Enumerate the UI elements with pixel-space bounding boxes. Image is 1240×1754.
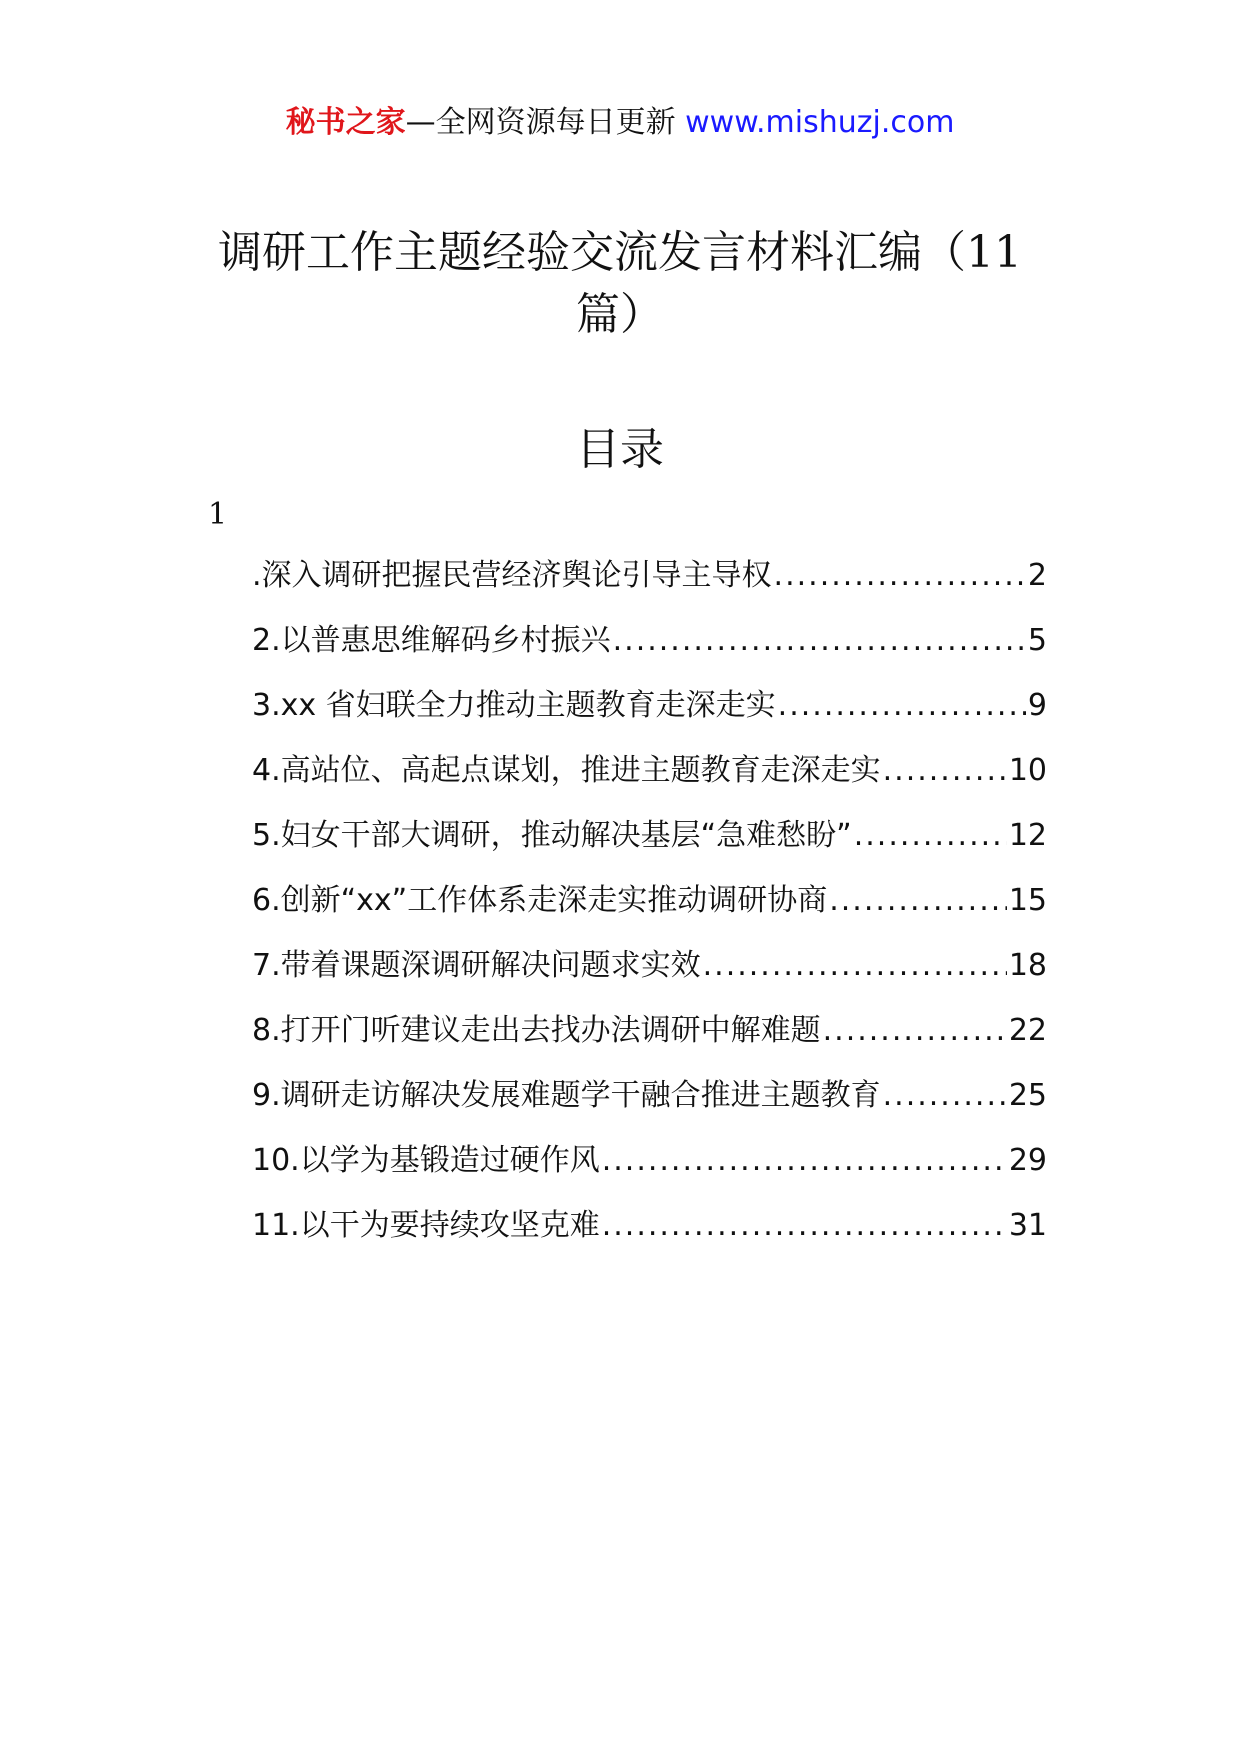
toc-entry[interactable] [252, 1076, 1047, 1141]
toc-dot-leader [883, 1076, 1007, 1116]
toc-entry-label: 4.高站位、高起点谋划，推进主题教育走深走实 [252, 753, 881, 788]
toc-entry-page: 22 [1008, 1013, 1047, 1048]
toc-heading: 目录 [576, 424, 664, 475]
header-tagline: —全网资源每日更新 [405, 105, 676, 140]
toc-entry[interactable] [252, 946, 1047, 1011]
toc-entry-label: .深入调研把握民营经济舆论引导主导权 [252, 558, 772, 593]
brand-name: 秘书之家 [285, 105, 406, 140]
toc-first-number: 1 [208, 497, 228, 532]
toc-entry-label: 3.xx 省妇联全力推动主题教育走深走实 [252, 688, 776, 723]
toc-entry-label: 6.创新“xx”工作体系走深走实推动调研协商 [252, 883, 828, 918]
toc-entry-page: 12 [1008, 818, 1047, 853]
toc-entry[interactable] [252, 621, 1047, 686]
toc-dot-leader [613, 621, 1026, 661]
toc-entry-page: 2 [1027, 558, 1047, 593]
toc-entry-page: 29 [1008, 1143, 1047, 1178]
toc-entry-label: 9.调研走访解决发展难题学干融合推进主题教育 [252, 1078, 881, 1113]
toc-entry-page: 15 [1008, 883, 1047, 918]
toc-entry[interactable] [252, 686, 1047, 751]
toc-dot-leader [883, 751, 1007, 791]
toc-dot-leader [854, 816, 1007, 856]
toc-entry[interactable] [252, 1206, 1047, 1271]
toc-dot-leader [703, 946, 1007, 986]
toc-dot-leader [602, 1206, 1007, 1246]
toc-entry-label: 8.打开门听建议走出去找办法调研中解难题 [252, 1013, 821, 1048]
toc-entry[interactable] [252, 816, 1047, 881]
toc-dot-leader [778, 686, 1026, 726]
toc-entry[interactable] [252, 1011, 1047, 1076]
site-url-link[interactable]: www.mishuzj.com [685, 105, 955, 140]
header-banner [0, 100, 1240, 146]
toc-dot-leader [823, 1011, 1007, 1051]
title-count: 11 [966, 227, 1022, 278]
toc-entry[interactable] [252, 751, 1047, 816]
toc-entry-page: 25 [1008, 1078, 1047, 1113]
toc-entry[interactable] [252, 1141, 1047, 1206]
toc-entry-page: 18 [1008, 948, 1047, 983]
toc-entry[interactable] [252, 556, 1047, 621]
document-title [190, 222, 1050, 346]
toc-dot-leader [602, 1141, 1007, 1181]
title-text: 调研工作主题经验交流发言材料汇编（ [218, 227, 966, 278]
toc-entry-page: 31 [1008, 1208, 1047, 1243]
toc-entry-label: 11.以干为要持续攻坚克难 [252, 1208, 600, 1243]
toc-entry-page: 9 [1027, 688, 1047, 723]
title-suffix: 篇） [576, 289, 664, 340]
toc-entry-label: 10.以学为基锻造过硬作风 [252, 1143, 600, 1178]
toc-entry-label: 2.以普惠思维解码乡村振兴 [252, 623, 611, 658]
toc-list [252, 556, 1047, 1271]
toc-entry[interactable] [252, 881, 1047, 946]
toc-dot-leader [774, 556, 1026, 596]
toc-entry-page: 5 [1027, 623, 1047, 658]
toc-dot-leader [829, 881, 1007, 921]
toc-entry-page: 10 [1008, 753, 1047, 788]
toc-entry-label: 7.带着课题深调研解决问题求实效 [252, 948, 701, 983]
toc-entry-label: 5.妇女干部大调研，推动解决基层“急难愁盼” [252, 818, 852, 853]
